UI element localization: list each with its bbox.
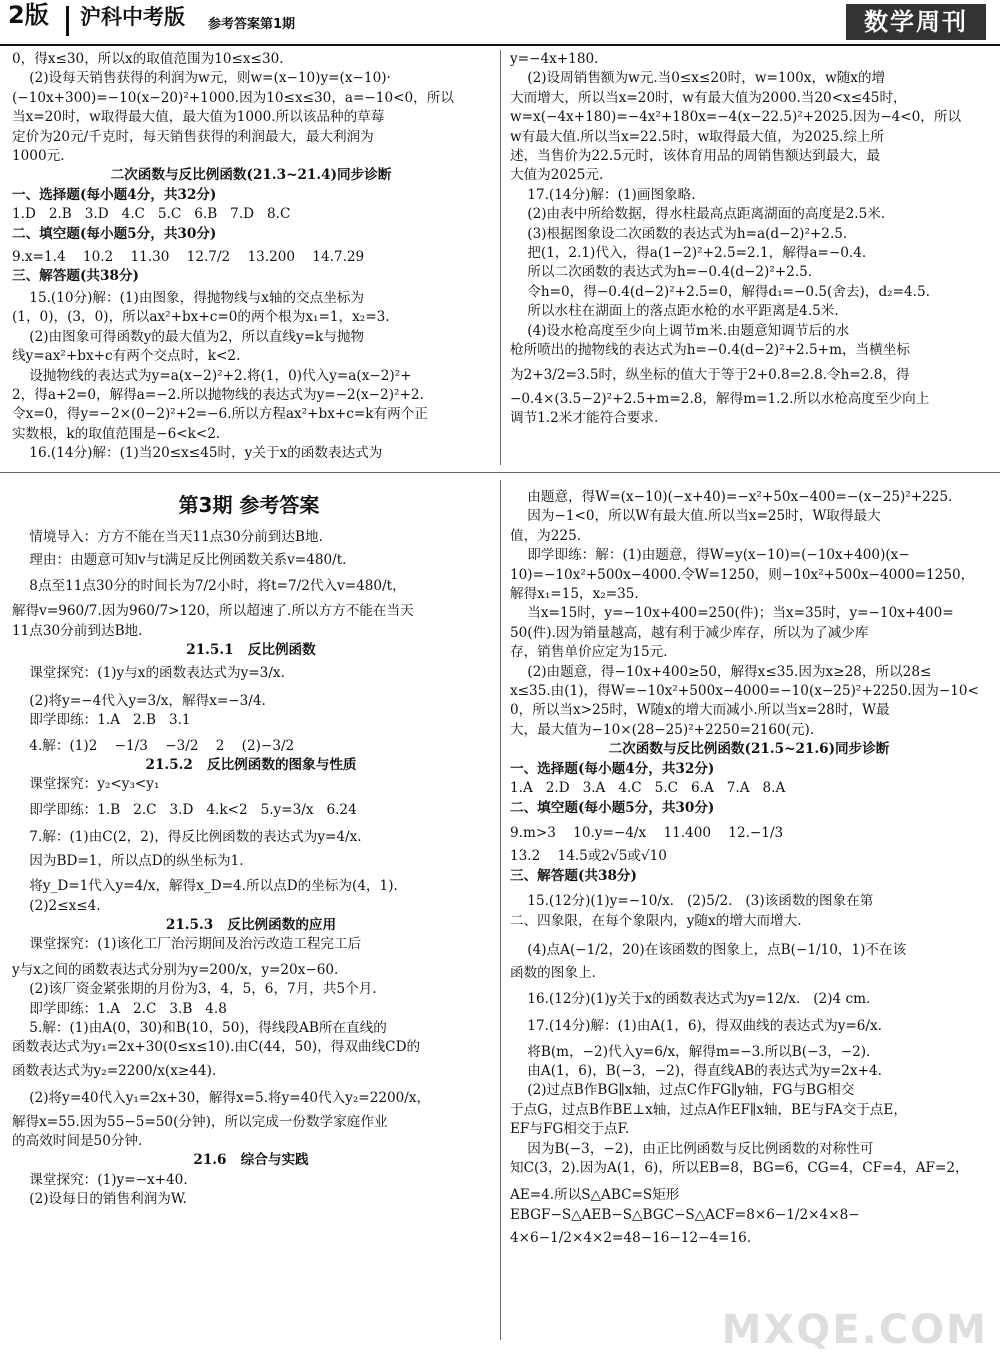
- bottom-left-line: 函数表达式为y₂=2200/x(x≥44).: [12, 1062, 217, 1079]
- bottom-left-line: 课堂探究：(1)该化工厂治污期间及治污改造工程完工后: [12, 936, 362, 953]
- top-left-line: (−10x+300)=−10(x−20)²+1000.因为10≤x≤30，a=−10<0，所以: [12, 89, 454, 106]
- bottom-right-line: 9.m>3 10.y=−4/x 11.400 12.−1/3: [510, 824, 784, 841]
- top-right-line: w有最大值.所以当x=22.5时，w取得最大值，为2025.综上所: [510, 128, 885, 145]
- top-right-line: (4)设水枪高度至少向上调节m米.由题意知调节后的水: [510, 322, 850, 339]
- bottom-left-line: 21.5.3 反比例函数的应用: [165, 916, 337, 933]
- bottom-right-line: 知C(3，2).因为A(1，6)，所以EB=8，BG=6，CG=4，CF=4，AF=2，: [510, 1160, 969, 1176]
- bottom-left-line: 函数表达式为y₁=2x+30(0≤x≤10).由C(44，50)，得双曲线CD的: [12, 1039, 421, 1056]
- bottom-right-line: 函数的图象上.: [510, 965, 596, 982]
- bottom-right-line: 二、填空题(每小题5分，共30分): [510, 799, 715, 816]
- bottom-left-line: (2)该厂资金紧张期的月份为3，4，5，6，7月，共5个月.: [12, 981, 377, 998]
- bottom-left-line: 的高效时间是50分钟.: [12, 1132, 143, 1149]
- top-left-line: 三、解答题(共38分): [12, 268, 139, 285]
- bottom-left-line: 21.6 综合与实践: [193, 1152, 309, 1169]
- top-left-line: 1000元.: [12, 148, 65, 165]
- bottom-right-line: 二、四象限，在每个象限内，y随x的增大而增大.: [510, 912, 802, 929]
- bottom-left-line: (2)2≤x≤4.: [12, 897, 101, 914]
- bottom-left-line: 7.解：(1)由C(2，2)，得反比例函数的表达式为y=4/x.: [12, 829, 362, 846]
- top-left-line: 9.x=1.4 10.2 11.30 12.7/2 13.200 14.7.29: [12, 249, 365, 266]
- top-right-line: (3)根据图象设二次函数的表达式为h=a(d−2)²+2.5.: [510, 225, 848, 242]
- top-left-line: (1，0)，(3，0)，所以ax²+bx+c=0的两个根为x₁=1，x₂=3.: [12, 309, 390, 326]
- top-left-line: 当x=20时，w取得最大值，最大值为1000.所以该品种的草莓: [12, 109, 385, 126]
- bottom-left-line: 21.5.2 反比例函数的图象与性质: [145, 757, 357, 774]
- bottom-right-line: 因为B(−3，−2)，由正比例函数与反比例函数的对称性可: [510, 1140, 874, 1157]
- top-left-line: 二次函数与反比例函数(21.3~21.4)同步诊断: [110, 167, 392, 184]
- bottom-left-line: 情境导入：方方不能在当天11点30分前到达B地.: [12, 529, 323, 545]
- bottom-left-line: y与x之间的函数表达式分别为y=200/x，y=20x−60.: [12, 961, 339, 978]
- bottom-left-line: (2)将y=40代入y₁=2x+30，解得x=5.将y=40代入y₂=2200/x，: [12, 1090, 431, 1107]
- top-right-line: 述，当售价为22.5元时，该体育用品的周销售额达到最大，最: [510, 148, 881, 165]
- top-right-line: (2)设周销售额为w元.当0≤x≤20时，w=100x，w随x的增: [510, 70, 886, 87]
- top-right-line: 把(1，2.1)代入，得a(1−2)²+2.5=2.1，解得a=−0.4.: [510, 245, 867, 262]
- header-rule: [0, 44, 1000, 46]
- bottom-left-column: [12, 528, 490, 1340]
- bottom-left-line: 因为BD=1，所以点D的纵坐标为1.: [12, 852, 244, 869]
- top-left-line: 线y=ax²+bx+c有两个交点时，k<2.: [12, 348, 241, 365]
- bottom-right-line: 二次函数与反比例函数(21.5~21.6)同步诊断: [608, 741, 890, 758]
- bottom-right-line: AE=4.所以S△ABC=S矩形EBGF−S△AEB−S△BGC−S△ACF=8×6−1/2×4×8−: [510, 1187, 860, 1223]
- top-left-line: 一、选择题(每小题4分，共32分): [12, 186, 217, 203]
- bottom-right-line: 大，最大值为−10×(28−25)²+2250=2160(元).: [510, 721, 815, 738]
- top-left-column: [12, 50, 490, 470]
- top-right-line: 令h=0，得−0.4(d−2)²+2.5=0，解得d₁=−0.5(舍去)，d₂=4.5.: [510, 283, 930, 300]
- top-right-line: 所以水柱在湖面上的落点距水枪的水平距离是4.5米.: [510, 303, 839, 320]
- section-divider: [0, 472, 1000, 473]
- bottom-left-line: 21.5.1 反比例函数: [186, 642, 316, 659]
- bottom-left-line: (2)将y=−4代入y=3/x，解得x=−3/4.: [12, 692, 266, 709]
- bottom-left-line: 8点至11点30分的时间长为7/2小时，将t=7/2代入v=480/t，: [12, 577, 406, 594]
- section-title: 第3期 参考答案: [178, 493, 320, 517]
- top-left-line: 2，得a+2=0，解得a=−2.所以抛物线的表达式为y=−2(x−2)²+2.: [12, 386, 424, 403]
- bottom-left-line: 即学即练：1.A 2.C 3.B 4.8: [12, 1000, 227, 1017]
- top-left-line: (2)设每天销售获得的利润为w元，则w=(x−10)y=(x−10)·: [12, 70, 391, 87]
- bottom-right-line: 由题意，得W=(x−10)(−x+40)=−x²+50x−400=−(x−25)²+225.: [510, 489, 953, 505]
- top-right-line: 为2+3/2=3.5时，纵坐标的值大于等于2+0.8=2.8.令h=2.8，得: [510, 366, 910, 383]
- bottom-right-line: 即学即练：解：(1)由题意，得W=y(x−10)=(−10x+400)(x−: [510, 547, 910, 564]
- bottom-right-line: x≤35.由(1)，得W=−10x²+500x−4000=−10(x−25)²+2250.因为−10<: [510, 683, 979, 700]
- top-left-line: (2)由图象可得函数y的最大值为2，所以直线y=k与抛物: [12, 328, 365, 345]
- top-left-line: 二、填空题(每小题5分，共30分): [12, 225, 217, 242]
- column-divider-top: [500, 50, 501, 465]
- bottom-left-line: 将y_D=1代入y=4/x，解得x_D=4.所以点D的坐标为(4，1).: [12, 878, 398, 895]
- bottom-right-line: 50(件).因为销量越高，越有利于减少库存，所以为了减少库: [510, 624, 869, 641]
- top-right-line: −0.4×(3.5−2)²+2.5+m=2.8，解得m=1.2.所以水枪高度至少向上: [510, 390, 930, 407]
- bottom-right-line: (2)由题意，得−10x+400≥50，解得x≤35.因为x≥28，所以28≤: [510, 663, 932, 680]
- bottom-right-line: 15.(12分)(1)y=−10/x. (2)5/2. (3)该函数的图象在第: [510, 893, 874, 910]
- bottom-right-line: 于点G，过点B作BE⊥x轴，过点A作EF∥x轴，BE与FA交于点E，: [510, 1101, 907, 1118]
- bottom-right-line: 一、选择题(每小题4分，共32分): [510, 760, 715, 777]
- top-right-line: w=x(−4x+180)=−4x²+180x=−4(x−22.5)²+2025.因为−4<0，所以: [510, 109, 962, 126]
- newspaper-name: 沪科中考版: [80, 5, 185, 29]
- bottom-left-line: 5.解：(1)由A(0，30)和B(10，50)，得线段AB所在直线的: [12, 1019, 387, 1036]
- top-right-line: 调节1.2米才能符合要求.: [510, 410, 659, 427]
- bottom-left-line: 理由：由题意可知v与t满足反比例函数关系v=480/t.: [12, 552, 347, 569]
- bottom-left-line: 课堂探究：y₂<y₃<y₁: [12, 776, 160, 793]
- top-right-line: 枪所喷出的抛物线的表达式为h=−0.4(d−2)²+2.5+m，当横坐标: [510, 342, 910, 359]
- bottom-left-line: 11点30分前到达B地.: [12, 622, 143, 639]
- bottom-right-line: 将B(m，−2)代入y=6/x，解得m=−3.所以B(−3，−2).: [510, 1043, 871, 1060]
- top-left-line: 16.(14分)解：(1)当20≤x≤45时，y关于x的函数表达式为: [12, 445, 383, 462]
- bottom-left-line: 课堂探究：(1)y=−x+40.: [12, 1171, 188, 1188]
- top-right-line: (2)由表中所给数据，得水柱最高点距离湖面的高度是2.5米.: [510, 206, 886, 223]
- watermark: MXQE.COM: [721, 1306, 988, 1353]
- bottom-right-line: (4)点A(−1/2，20)在该函数的图象上，点B(−1/10，1)不在该: [510, 941, 907, 958]
- top-right-line: 17.(14分)解：(1)画图象略.: [510, 186, 696, 203]
- bottom-right-line: 1.A 2.D 3.A 4.C 5.C 6.A 7.A 8.A: [510, 780, 786, 797]
- bottom-right-line: 因为−1<0，所以W有最大值.所以当x=25时，W取得最大: [510, 508, 881, 525]
- bottom-right-line: 16.(12分)(1)y关于x的函数表达式为y=12/x. (2)4 cm.: [510, 990, 871, 1007]
- bottom-left-line: 即学即练：1.B 2.C 3.D 4.k<2 5.y=3/x 6.24: [12, 801, 357, 818]
- bottom-right-line: 由A(1，6)，B(−3，−2)，得直线AB的表达式为y=2x+4.: [510, 1062, 882, 1079]
- header-divider: [66, 6, 69, 36]
- bottom-right-line: 13.2 14.5或2√5或√10: [510, 848, 667, 865]
- edition-label: 2版: [8, 1, 49, 29]
- column-divider-bottom: [500, 480, 501, 1340]
- top-left-line: 15.(10分)解：(1)由图象，得抛物线与x轴的交点坐标为: [12, 289, 365, 306]
- bottom-right-line: 10)=−10x²+500x−4000.令W=1250，则−10x²+500x−4000=1250，: [510, 566, 975, 583]
- top-right-column: [510, 50, 988, 470]
- bottom-left-line: 解得v=960/7.因为960/7>120，所以超速了.所以方方不能在当天: [12, 603, 414, 620]
- top-left-line: 0，得x≤30，所以x的取值范围为10≤x≤30.: [12, 51, 284, 67]
- top-right-line: y=−4x+180.: [510, 51, 599, 67]
- top-left-line: 1.D 2.B 3.D 4.C 5.C 6.B 7.D 8.C: [12, 206, 291, 223]
- bottom-right-column: [510, 488, 988, 1353]
- bottom-right-line: 当x=15时，y=−10x+400=250(件)；当x=35时，y=−10x+400=: [510, 605, 954, 622]
- issue-label: 参考答案第1期: [208, 17, 296, 32]
- bottom-right-line: 三、解答题(共38分): [510, 867, 637, 884]
- bottom-right-line: 17.(14分)解：(1)由A(1，6)，得双曲线的表达式为y=6/x.: [510, 1018, 882, 1035]
- bottom-left-line: 即学即练：1.A 2.B 3.1: [12, 712, 191, 729]
- bottom-left-line: 4.解：(1)2 −1/3 −3/2 2 (2)−3/2: [12, 737, 295, 754]
- bottom-left-line: 解得x=55.因为55−5=50(分钟)，所以完成一份数学家庭作业: [12, 1113, 388, 1130]
- top-left-line: 设抛物线的表达式为y=a(x−2)²+2.将(1，0)代入y=a(x−2)²+: [12, 367, 412, 384]
- top-left-line: 实数根，k的取值范围是−6<k<2.: [12, 425, 221, 442]
- bottom-right-line: 0，所以当x>25时，W随x的增大而减小.所以当x=28时，W最: [510, 702, 890, 719]
- bottom-right-line: 值，为225.: [510, 527, 582, 544]
- top-right-line: 大值为2025元.: [510, 167, 604, 184]
- bottom-left-line: 课堂探究：(1)y与x的函数表达式为y=3/x.: [12, 665, 285, 682]
- bottom-right-line: (2)过点B作BG∥x轴，过点C作FG∥y轴，FG与BG相交: [510, 1082, 855, 1099]
- top-left-line: 令x=0，得y=−2×(0−2)²+2=−6.所以方程ax²+bx+c=k有两个正: [12, 406, 428, 423]
- bottom-right-line: 解得x₁=15，x₂=35.: [510, 586, 639, 603]
- brand-badge: 数学周刊: [846, 4, 986, 40]
- top-right-line: 大而增大，所以当x=20时，w有最大值为2000.当20<x≤45时，: [510, 89, 907, 106]
- bottom-right-line: 4×6−1/2×4×2=48−16−12−4=16.: [510, 1230, 752, 1247]
- bottom-right-line: 存，销售单价应定为15元.: [510, 644, 668, 661]
- top-left-line: 定价为20元/千克时，每天销售获得的利润最大，最大利润为: [12, 128, 374, 145]
- page-header: [0, 0, 1000, 46]
- bottom-right-line: EF与FG相交于点F.: [510, 1121, 630, 1138]
- bottom-left-line: (2)设每日的销售利润为W.: [12, 1191, 187, 1208]
- top-right-line: 所以二次函数的表达式为h=−0.4(d−2)²+2.5.: [510, 264, 813, 281]
